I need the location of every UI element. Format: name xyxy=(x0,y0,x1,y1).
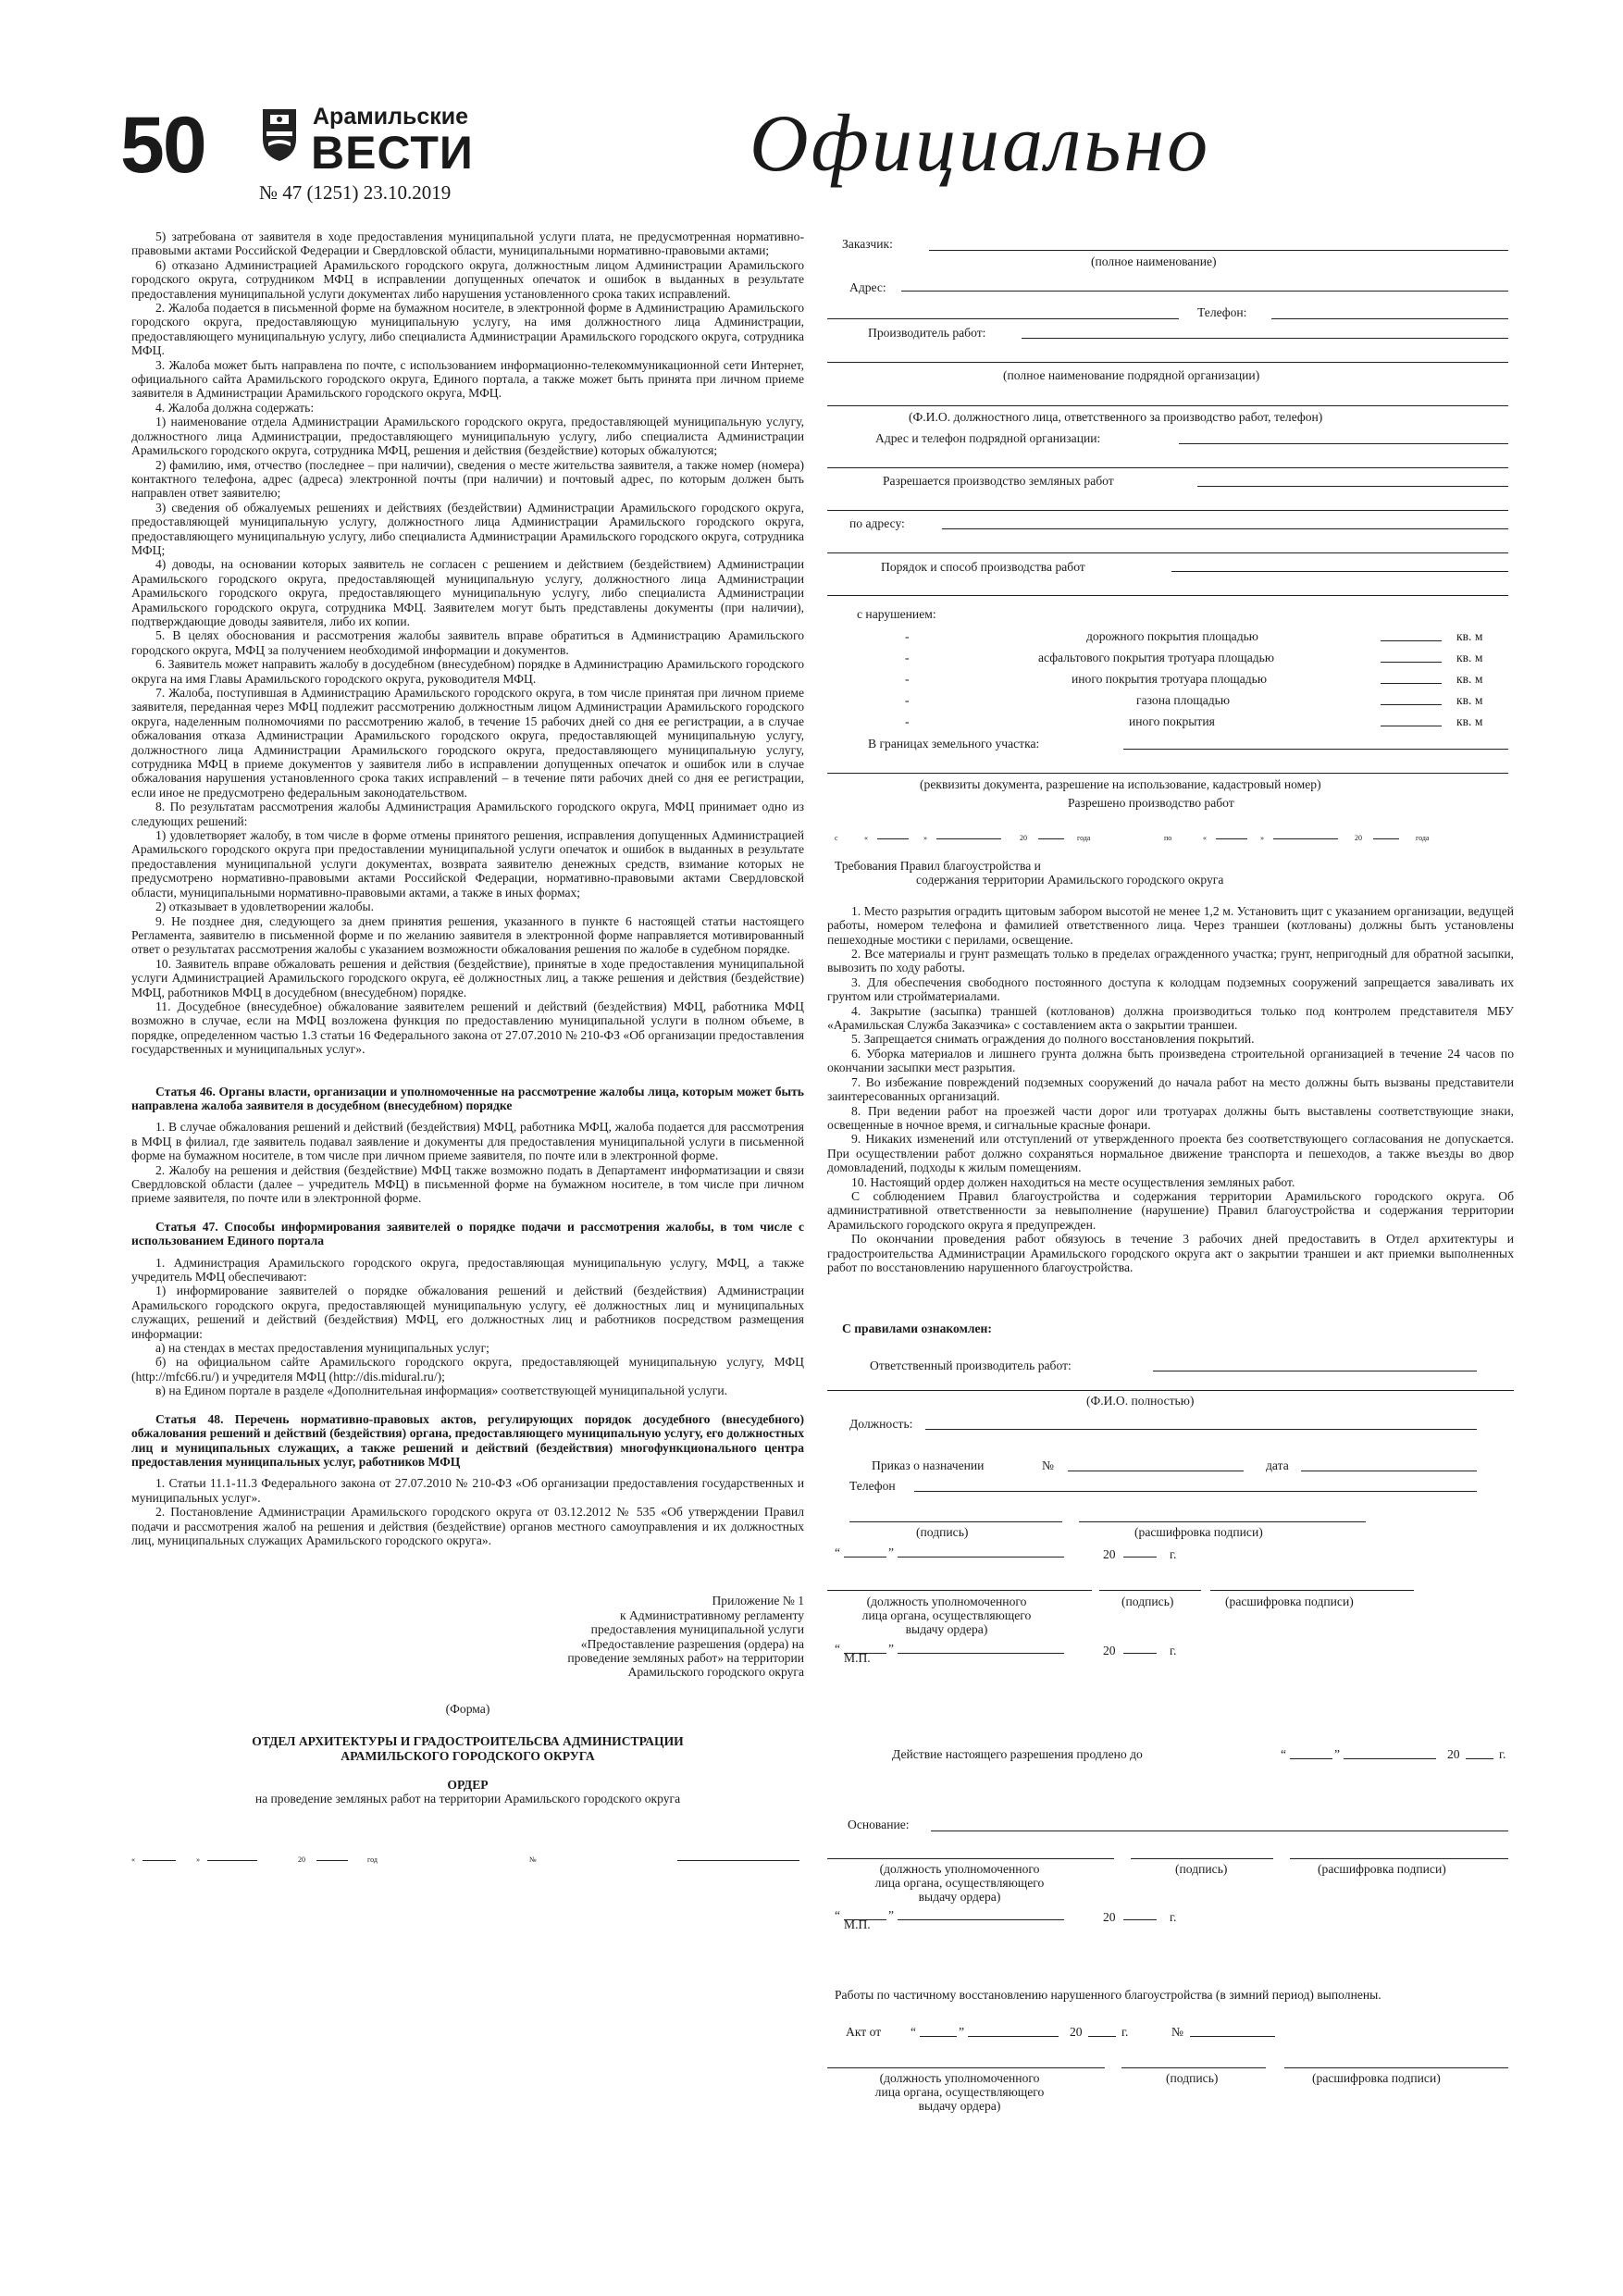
paragraph: в) на Едином портале в разделе «Дополнительная информация» соответствующей муниципальной услуги. xyxy=(155,1384,727,1398)
signature-hint: (подпись) xyxy=(916,1525,969,1539)
paragraph: 1) наименование отдела Администрации Арамильского городского округа, предоставляющей муниципальную услугу, должностного лица Администрации, предоставляющего муниципальную услугу, либо специалиста Администрации Арамильского городского округа, сотрудника МФЦ, решения и действия (бездействие) которых обжалуются; xyxy=(131,415,804,458)
address-label: Адрес: xyxy=(849,280,886,294)
land-bounds: В границах земельного участка: (реквизиты документа, разрешение на использование, кадастровый номер) Разрешено производство работ с « » 20 года по « » 20 года xyxy=(827,737,1508,848)
masthead xyxy=(120,93,1527,208)
paragraph: 2. Жалоба подается в письменной форме на бумажном носителе, в электронной форме в Администрацию Арамильского городского округа, предоставляющую муниципальную услугу, на имя должностного лица Администрации, предоставляющего муниципальную услугу, либо специалиста Администрации Арамильского городского округа, сотрудника МФЦ. xyxy=(131,301,804,358)
annex-line: к Административному регламенту xyxy=(619,1607,804,1622)
article-46-heading: Статья 46. Органы власти, организации и уполномоченные на рассмотрение жалобы лица, которым может быть направлена жалоба заявителя в досудебном (внесудебном) порядке xyxy=(131,1084,804,1112)
order-title: ОРДЕР xyxy=(447,1778,489,1792)
date-range-row: с « » 20 года по « » 20 года xyxy=(835,834,1430,842)
page-number: 50 xyxy=(120,101,205,190)
rule-item: 9. Никаких изменений или отступлений от утвержденного проекта без соответствующего согласования не допускается. При осуществлении работ должно сохраняться нормальное движение транспорта и пешеходов, а также въезды во двор домовладений, подходы к жилым помещениям. xyxy=(827,1132,1514,1175)
form-label: (Форма) xyxy=(445,1701,490,1716)
paragraph: 1. Администрация Арамильского городского округа, предоставляющая муниципальную услугу, МФЦ, а также учредитель МФЦ обеспечивают: xyxy=(131,1255,804,1285)
list-item: - иного покрытия кв. м xyxy=(905,714,1483,728)
paragraph: 2. Постановление Администрации Арамильского городского округа от 03.12.2012 № 535 «Об утверждении Правил подачи и рассмотрения жалоб на решения и действия (бездействие) органов местного самоуправления и их должностных лиц, муниципальных служащих Арамильского городского округа». xyxy=(131,1505,804,1547)
order-method-label: Порядок и способ производства работ xyxy=(881,560,1085,574)
article-47-heading: Статья 47. Способы информирования заявителей о порядке подачи и рассмотрения жалобы, в том числе с использованием Единого портала xyxy=(131,1219,804,1248)
right-column xyxy=(827,230,1514,2113)
rule-item: По окончании проведения работ обязуюсь в течение 3 рабочих дней предоставить в Отдел архитектуры и градостроительства Администрации Арамильского городского округа акт о закрытии траншеи и акт приемки выполненных работ по восстановлению нарушенного благоустройства. xyxy=(827,1232,1514,1274)
rule-item: 6. Уборка материалов и лишнего грунта должна быть произведена строительной организацией в течение 24 часов по окончании засыпки мест разрытия. xyxy=(827,1046,1514,1075)
act-from-label: Акт от xyxy=(846,2025,882,2039)
paragraph: а) на стендах в местах предоставления муниципальных услуг; xyxy=(155,1341,489,1356)
basis-label: Основание: xyxy=(848,1818,910,1831)
paragraph: б) на официальном сайте Арамильского городского округа, предоставляющей муниципальную услугу, МФЦ (http://mfc66.ru/) и учредителя МФЦ (http://dis.midural.ru/); xyxy=(131,1355,804,1384)
paragraph: 2. Жалобу на решения и действия (бездействие) МФЦ также возможно подать в Департамент информатизации и связи Свердловской области (далее – учредитель МФЦ) в письменной форме на бумажном носителе, в том числе при личном приеме заявителя, по почте или в электронной форме. xyxy=(131,1162,804,1206)
requisites-hint: (реквизиты документа, разрешение на использование, кадастровый номер) xyxy=(920,777,1321,791)
paragraph: 5. В целях обоснования и рассмотрения жалобы заявитель вправе обратиться в Администрацию Арамильского городского округа, МФЦ за получением необходимой информации и документов. xyxy=(131,628,804,657)
paragraph: 2) фамилию, имя, отчество (последнее – при наличии), сведения о месте жительства заявителя, а также номер (номера) контактного телефона, адрес (адреса) электронной почты (при наличии) и почтовый адрес, по которым должен быть направлен ответ заявителю; xyxy=(131,457,804,501)
position-label: Должность: xyxy=(849,1417,913,1431)
list-item: - иного покрытия тротуара площадью кв. м xyxy=(905,672,1483,686)
customer-label: Заказчик: xyxy=(842,237,893,251)
responsible-fio-hint: (Ф.И.О. должностного лица, ответственного за производство работ, телефон) xyxy=(909,410,1323,424)
rule-item: 3. Для обеспечения свободного постоянного доступа к колодцам подземных сооружений запрещается заваливать их грунтом или стройматериалами. xyxy=(827,974,1514,1004)
signature-hint: (подпись) xyxy=(1121,1595,1174,1608)
signature-hint: (подпись) xyxy=(1175,1862,1228,1876)
paragraph: 6) отказано Администрацией Арамильского городского округа, должностным лицом Администрации Арамильского городского округа, сотрудником МФЦ в исправлении допущенных опечаток и ошибок в выданных в результате предоставления муниципальной услуги документах либо нарушения установленного срока таких исправлений. xyxy=(131,257,804,301)
paragraph: 1) удовлетворяет жалобу, в том числе в форме отмены принятого решения, исправления допущенных Администрацией Арамильского городского округа при предоставлении муниципальной услуги опечаток и ошибок в выданных в результате предоставления муниципальной услуги документах, возврата заявителю денежных средств, взимание которых не предусмотрено нормативно-правовыми актами Российской Федерации, нормативно-правовыми актами Свердловской области, муниципальными нормативно-правовыми актами, а также в иных формах; xyxy=(131,828,804,900)
with-damage-label: с нарушением: xyxy=(857,607,936,621)
stamp-label: М.П. xyxy=(844,1651,871,1665)
paragraph: 3. Жалоба может быть направлена по почте, с использованием информационно-телекоммуникационной сети Интернет, официального сайта Арамильского городского округа, Единого портала, а также может быть принята при личном приеме заявителя в Администрации Арамильского городского округа, МФЦ. xyxy=(131,357,804,401)
annex-line: проведение земляных работ» на территории xyxy=(567,1650,804,1665)
paragraph: 1) информирование заявителей о порядке обжалования решений и действий (бездействия) Администрации Арамильского городского округа, предоставляющей муниципальную услугу, её должностных лиц и муниципальных служащих, решений и действий (бездействия) МФЦ, его должностных лиц и работников посредством размещения информации: xyxy=(131,1284,804,1341)
paragraph: 4. Жалоба должна содержать: xyxy=(155,400,315,415)
annex-line: предоставления муниципальной услуги xyxy=(590,1622,804,1637)
rule-item: 1. Место разрытия оградить щитовым забором высотой не менее 1,2 м. Установить щит с указанием организации, ведущей работы, номером телефона и фамилией ответственного лица. Через траншеи (котлованы) должны быть установлены пешеходные мостики с перилами, освещение. xyxy=(827,903,1514,947)
contractor-name-hint: (полное наименование подрядной организации) xyxy=(1003,368,1260,382)
left-column xyxy=(131,230,804,1873)
annex-line: Арамильского городского округа xyxy=(627,1665,804,1680)
producer-label: Производитель работ: xyxy=(868,326,986,340)
decode-hint: (расшифровка подписи) xyxy=(1312,2071,1441,2085)
rule-item: 10. Настоящий ордер должен находиться на месте осуществления земляных работ. xyxy=(851,1174,1295,1189)
paragraph: 9. Не позднее дня, следующего за днем принятия решения, указанного в пункте 6 настоящей статьи настоящего Регламента, заявителю в письменной форме и по желанию заявителя в электронной форме направляется мотивированный ответ о результатах рассмотрения жалобы с указанием возможности обжалования решения по жалобе в судебном порядке. xyxy=(131,913,804,957)
requirements-block xyxy=(827,859,1514,1274)
official-position-hint: (должность уполномоченного лица органа, осуществляющего выдачу ордера) xyxy=(861,1595,1032,1636)
full-name-hint: (полное наименование) xyxy=(1091,254,1217,268)
paragraph: 3) сведения об обжалуемых решениях и действиях (бездействии) Администрации Арамильского городского округа, предоставляющей муниципальную услугу, должностного лица Администрации Арамильского городского округа, предоставляющего муниципальную услугу, либо специалиста Администрации Арамильского городского округа, сотрудника МФЦ; xyxy=(131,500,804,557)
department-title: ОТДЕЛ АРХИТЕКТУРЫ И ГРАДОСТРОИТЕЛЬСВА АДМИНИСТРАЦИИ АРАМИЛЬСКОГО ГОРОДСКОГО ОКРУГА xyxy=(252,1734,684,1763)
order-date-row: « » 20 год № xyxy=(131,1845,804,1873)
list-item: - асфальтового покрытия тротуара площадью кв. м xyxy=(905,651,1483,664)
annex-line: Приложение № 1 xyxy=(712,1594,804,1608)
damage-list xyxy=(827,629,1508,740)
rule-item: С соблюдением Правил благоустройства и содержания территории Арамильского городского округа. Об административной ответственности за невыполнение (нарушение) Правил благоустройства и содержания территории Арамильского городского округа я предупрежден. xyxy=(827,1188,1514,1232)
decode-hint: (расшифровка подписи) xyxy=(1225,1595,1354,1608)
list-item: - газона площадью кв. м xyxy=(905,693,1483,707)
paragraph: 8. По результатам рассмотрения жалобы Администрация Арамильского городского округа, МФЦ принимает одно из следующих решений: xyxy=(131,800,804,828)
decode-hint: (расшифровка подписи) xyxy=(1134,1525,1263,1539)
permitted-label: Разрешено производство работ xyxy=(1068,796,1234,810)
rule-item: 5. Запрещается снимать ограждения до полного восстановления покрытий. xyxy=(851,1032,1255,1047)
appointment-label: Приказ о назначении xyxy=(872,1458,985,1472)
rule-item: 7. Во избежание повреждений подземных сооружений до начала работ на место должны быть вызваны представители заинтересованных организаций. xyxy=(827,1074,1514,1104)
rule-item: 2. Все материалы и грунт размещать только в пределах огражденного участка; грунт, непригодный для обратной засыпки, вывозить по ходу работы. xyxy=(827,947,1514,975)
signature-hint: (подпись) xyxy=(1166,2071,1219,2085)
paragraph: 6. Заявитель может направить жалобу в досудебном (внесудебном) порядке в Администрацию Арамильского городского округа на имя Главы Арамильского городского округа, руководителя МФЦ. xyxy=(131,657,804,686)
annex-note xyxy=(131,1594,804,1679)
article-48-heading: Статья 48. Перечень нормативно-правовых актов, регулирующих порядок досудебного (внесудебного) обжалования решений и действий (бездействия) органа, предоставляющего муниципальную услугу, его должностных лиц и муниципальных служащих, а также решений и действий (бездействия) многофункционального центра предоставления муниципальных услуг, работников МФЦ xyxy=(131,1411,804,1469)
rule-item: 4. Закрытие (засыпка) траншей (котлованов) должна производиться только под контролем представителя МБУ «Арамильская Служба Заказчика» с составлением акта о закрытии траншеи. xyxy=(827,1003,1514,1033)
fio-full-hint: (Ф.И.О. полностью) xyxy=(1086,1394,1195,1408)
decode-hint: (расшифровка подписи) xyxy=(1318,1862,1446,1876)
paragraph: 5) затребована от заявителя в ходе предоставления муниципальной услуги плата, не предусмотренная нормативно-правовыми актами Российской Федерации и Свердловской области, муниципальными нормативно-правовыми актами; xyxy=(131,230,804,258)
date-label: дата xyxy=(1266,1458,1289,1472)
order-subtitle: на проведение земляных работ на территории Арамильского городского округа xyxy=(254,1792,681,1806)
stamp-label: М.П. xyxy=(844,1917,871,1931)
phone-label-2: Телефон xyxy=(849,1479,896,1493)
requirements-title: содержания территории Арамильского городского округа xyxy=(916,873,1224,887)
paragraph: 1. В случае обжалования решений и действий (бездействия) МФЦ, работника МФЦ, жалоба подается для рассмотрения в МФЦ в филиал, где заявитель подавал заявление и документы для предоставления муниципальной услуги в письменной форме на бумажном носителе, в том числе при личном приеме заявителя, по почте или в электронной форме. xyxy=(131,1120,804,1163)
coat-of-arms-icon xyxy=(257,105,302,163)
paragraph: 11. Досудебное (внесудебное) обжалование заявителем решений и действий (бездействия) МФЦ, работника МФЦ возможно в случае, если на МФЦ возложена функция по предоставлению муниципальной услуги в полном объеме, в порядке, определенном частью 1.3 статьи 16 Федерального закона от 27.07.2010 № 210-ФЗ «Об организации предоставления государственных и муниципальных услуг». xyxy=(131,999,804,1057)
section-title: Официально xyxy=(750,99,1211,189)
official-position-hint: (должность уполномоченного лица органа, осуществляющего выдачу ордера) xyxy=(874,1862,1045,1904)
official-position-hint: (должность уполномоченного лица органа, осуществляющего выдачу ордера) xyxy=(874,2071,1045,2113)
by-address-label: по адресу: xyxy=(849,516,905,530)
paragraph: 4) доводы, на основании которых заявитель не согласен с решением и действием (бездействием) Администрации Арамильского городского округа, предоставляющей муниципальную услугу, должностного лица Администрации Арамильского городского округа, предоставляющего муниципальную услугу, либо специалиста Администрации Арамильского городского округа, сотрудника МФЦ. Заявителем могут быть представлены документы (при наличии), подтверждающие доводы заявителя, либо их копии. xyxy=(131,557,804,628)
annex-line: «Предоставление разрешения (ордера) на xyxy=(580,1636,804,1651)
number-label: № xyxy=(1042,1458,1054,1472)
rule-item: 8. При ведении работ на проезжей части дорог или тротуарах должны быть выставлены соответствующие знаки, освещенные в ночное время, и сигнальные красные фонари. xyxy=(827,1103,1514,1132)
extended-label: Действие настоящего разрешения продлено до xyxy=(892,1747,1143,1761)
brand-title: ВЕСТИ xyxy=(311,127,474,179)
paragraph: 7. Жалоба, поступившая в Администрацию Арамильского городского округа, в том числе принятая при личном приеме заявителя, переданная через МФЦ подлежит рассмотрению должностным лицом Администрации Арамильского городского округа, наделенным полномочиями по рассмотрению жалоб, в течение 15 рабочих дней со дня ее регистрации, а в случае обжалования отказа Администрации Арамильского городского округа, предоставляющей муниципальную услугу, должностного лица Администрации Арамильского городского округа, предоставляющего муниципальную услугу, сотрудника МФЦ в приеме документов у заявителя либо в исправлении допущенных опечаток и ошибок или в случае обжалования нарушения установленного срока таких исправлений – в течение пяти рабочих дней со дня ее регистрации, если иное не предусмотрено федеральным законодательством. xyxy=(131,686,804,800)
brand-subtitle: Арамильские xyxy=(313,104,469,130)
phone-label: Телефон: xyxy=(1197,305,1247,319)
paragraph: 2) отказывает в удовлетворении жалобы. xyxy=(155,900,375,914)
contractor-address-label: Адрес и телефон подрядной организации: xyxy=(875,431,1101,445)
allowed-works-label: Разрешается производство земляных работ xyxy=(883,474,1114,488)
acquainted-label: С правилами ознакомлен: xyxy=(842,1322,992,1335)
responsible-producer-label: Ответственный производитель работ: xyxy=(870,1359,1072,1372)
requirements-title: Требования Правил благоустройства и xyxy=(835,859,1041,873)
paragraph: 10. Заявитель вправе обжаловать решения и действия (бездействие), принятые в ходе предоставления муниципальной услуги Администрацией Арамильского городского округа, её должностных лиц, а также решения и действия (бездействие) МФЦ, работников МФЦ в досудебном (внесудебном) порядке. xyxy=(131,956,804,999)
list-item: - дорожного покрытия площадью кв. м xyxy=(905,629,1483,643)
paragraph: 1. Статьи 11.1-11.3 Федерального закона от 27.07.2010 № 210-ФЗ «Об организации предоставления государственных и муниципальных услуг». xyxy=(131,1476,804,1505)
signature-block: С правилами ознакомлен: Ответственный производитель работ: (Ф.И.О. полностью) Должность: Приказ о назначении № дата Телефон (подпись) (расшифровка подписи) “ ” 20 г. (должность уполномоченного лица органа, осуществляющего выдачу ордера) (подпись) (расшифровка подписи) “ ” 20 г. М.П. Действие настоящего разрешения продлено до “ ” 20 г. Основание: (должность уполномоченного лица органа, осуществляющего выдачу ордера) (подпись) (расшифровка подписи) “ ” 20 г. М.П. Работы по частичному восстановлению нарушенного благоустройства (в зимний период) выполнены. Акт от “ ” 20 г. № (должность уполномоченного лица органа, осуществляющего выдачу ордера) (подпись) (расшифровка подписи) xyxy=(827,1322,1514,2293)
partial-restoration-text: Работы по частичному восстановлению нарушенного благоустройства (в зимний период) выполнены. xyxy=(835,1988,1381,2002)
issue-number: № 47 (1251) 23.10.2019 xyxy=(259,181,452,204)
